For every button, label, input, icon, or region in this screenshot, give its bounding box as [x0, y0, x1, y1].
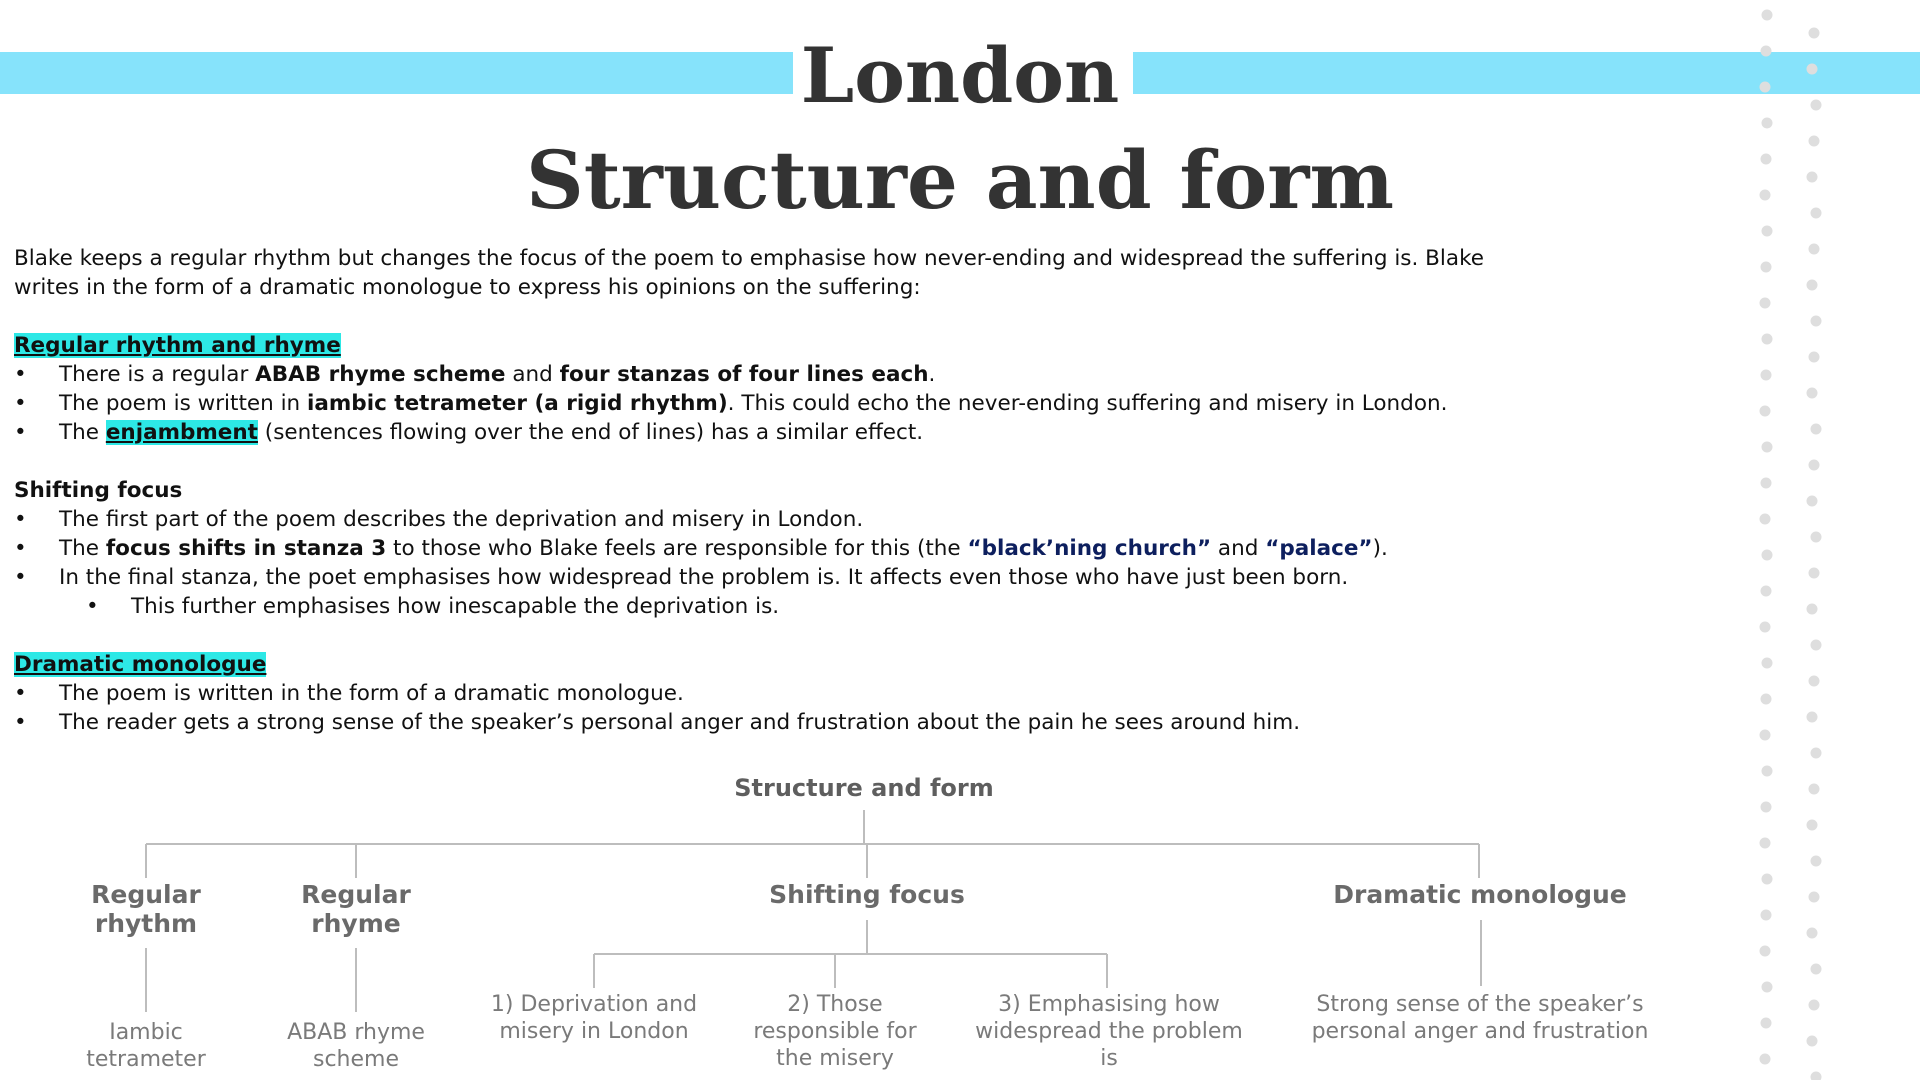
- decorative-dot: [1761, 370, 1772, 381]
- monologue-list: [14, 679, 1514, 737]
- diagram-dramatic-monologue: Dramatic monologue: [1333, 880, 1627, 909]
- dots-pattern: [1740, 0, 1840, 1080]
- quote-church: “black’ning church”: [967, 536, 1212, 561]
- decorative-dot: [1761, 1018, 1772, 1029]
- decorative-dot: [1809, 136, 1820, 147]
- decorative-dot: [1811, 964, 1822, 975]
- decorative-dots: [1740, 0, 1840, 1080]
- decorative-dot: [1809, 28, 1820, 39]
- diagram-leaf-widespread: 3) Emphasising how widespread the problem is: [975, 992, 1243, 1071]
- decorative-dot: [1762, 766, 1773, 777]
- body-text: [14, 244, 1514, 737]
- decorative-dot: [1762, 10, 1773, 21]
- decorative-dot: [1807, 712, 1818, 723]
- decorative-dot: [1807, 388, 1818, 399]
- decorative-dot: [1811, 748, 1822, 759]
- focus-list: [14, 505, 1514, 621]
- decorative-dot: [1761, 586, 1772, 597]
- decorative-dot: [1807, 172, 1818, 183]
- decorative-dot: [1760, 838, 1771, 849]
- decorative-dot: [1807, 928, 1818, 939]
- decorative-dot: [1811, 1072, 1822, 1080]
- diagram-leaf-anger: Strong sense of the speaker’s personal anger and frustration: [1311, 992, 1649, 1044]
- decorative-dot: [1761, 694, 1772, 705]
- decorative-dot: [1760, 1054, 1771, 1065]
- page-title: London: [800, 31, 1120, 120]
- monologue-heading: Dramatic monologue: [14, 652, 267, 677]
- decorative-dot: [1809, 352, 1820, 363]
- list-item: • The first part of the poem describes the deprivation and misery in London.: [14, 505, 1514, 534]
- decorative-dot: [1809, 568, 1820, 579]
- decorative-dot: [1762, 226, 1773, 237]
- decorative-dot: [1760, 730, 1771, 741]
- decorative-dot: [1809, 784, 1820, 795]
- decorative-dot: [1761, 910, 1772, 921]
- decorative-dot: [1762, 442, 1773, 453]
- decorative-dot: [1761, 478, 1772, 489]
- decorative-dot: [1807, 64, 1818, 75]
- page-subtitle: Structure and form: [525, 133, 1395, 227]
- decorative-dot: [1809, 460, 1820, 471]
- decorative-dot: [1811, 208, 1822, 219]
- decorative-dot: [1762, 874, 1773, 885]
- decorative-dot: [1811, 424, 1822, 435]
- decorative-dot: [1760, 622, 1771, 633]
- decorative-dot: [1811, 100, 1822, 111]
- decorative-dot: [1809, 676, 1820, 687]
- list-item: • This further emphasises how inescapable the deprivation is.: [14, 592, 1514, 621]
- diagram-root: Structure and form: [734, 774, 994, 802]
- decorative-dot: [1761, 802, 1772, 813]
- decorative-dot: [1809, 1000, 1820, 1011]
- list-item: • The focus shifts in stanza 3 to those who Blake feels are responsible for this (the “black’ning church” and “palace”).: [14, 534, 1514, 563]
- diagram-shifting-focus: Shifting focus: [769, 880, 965, 909]
- list-item: • The enjambment (sentences flowing over the end of lines) has a similar effect.: [14, 418, 1514, 447]
- intro-paragraph: Blake keeps a regular rhythm but changes the focus of the poem to emphasise how never-ending and widespread the suffering is. Blake writes in the form of a dramatic monologue to express his opinions on the suffering:: [14, 246, 1484, 300]
- diagram-leaf-deprivation: 1) Deprivation and misery in London: [490, 992, 698, 1044]
- decorative-dot: [1760, 82, 1771, 93]
- diagram-regular-rhythm: Regular rhythm: [91, 880, 201, 938]
- decorative-dot: [1807, 604, 1818, 615]
- decorative-dot: [1762, 658, 1773, 669]
- decorative-dot: [1811, 856, 1822, 867]
- decorative-dot: [1807, 496, 1818, 507]
- decorative-dot: [1809, 892, 1820, 903]
- list-item: • The poem is written in the form of a dramatic monologue.: [14, 679, 1514, 708]
- decorative-dot: [1807, 820, 1818, 831]
- list-item: • In the final stanza, the poet emphasises how widespread the problem is. It affects even those who have just been born.: [14, 563, 1514, 592]
- decorative-dot: [1760, 514, 1771, 525]
- diagram-leaf-responsible: 2) Those responsible for the misery: [753, 992, 917, 1071]
- decorative-dot: [1811, 532, 1822, 543]
- diagram-leaf-abab: ABAB rhyme scheme: [287, 1020, 425, 1072]
- decorative-dot: [1762, 334, 1773, 345]
- diagram-regular-rhyme: Regular rhyme: [301, 880, 411, 938]
- decorative-dot: [1761, 262, 1772, 273]
- decorative-dot: [1807, 280, 1818, 291]
- decorative-dot: [1809, 244, 1820, 255]
- rhythm-heading: Regular rhythm and rhyme: [14, 333, 341, 358]
- decorative-dot: [1760, 190, 1771, 201]
- decorative-dot: [1807, 1036, 1818, 1047]
- decorative-dot: [1760, 298, 1771, 309]
- decorative-dot: [1760, 406, 1771, 417]
- decorative-dot: [1762, 982, 1773, 993]
- decorative-dot: [1760, 946, 1771, 957]
- rhythm-list: [14, 360, 1514, 447]
- decorative-dot: [1762, 550, 1773, 561]
- structure-diagram: [0, 760, 1760, 1080]
- list-item: • The reader gets a strong sense of the speaker’s personal anger and frustration about the pain he sees around him.: [14, 708, 1514, 737]
- decorative-dot: [1811, 316, 1822, 327]
- diagram-leaf-iambic: Iambic tetrameter: [86, 1020, 206, 1072]
- decorative-dot: [1811, 640, 1822, 651]
- list-item: • The poem is written in iambic tetrameter (a rigid rhythm). This could echo the never-ending suffering and misery in London.: [14, 389, 1514, 418]
- decorative-dot: [1761, 46, 1772, 57]
- enjambment-highlight: enjambment: [105, 420, 258, 445]
- quote-palace: “palace”: [1265, 536, 1373, 561]
- list-item: • There is a regular ABAB rhyme scheme and four stanzas of four lines each.: [14, 360, 1514, 389]
- focus-heading: Shifting focus: [14, 478, 183, 503]
- decorative-dot: [1762, 118, 1773, 129]
- decorative-dot: [1761, 154, 1772, 165]
